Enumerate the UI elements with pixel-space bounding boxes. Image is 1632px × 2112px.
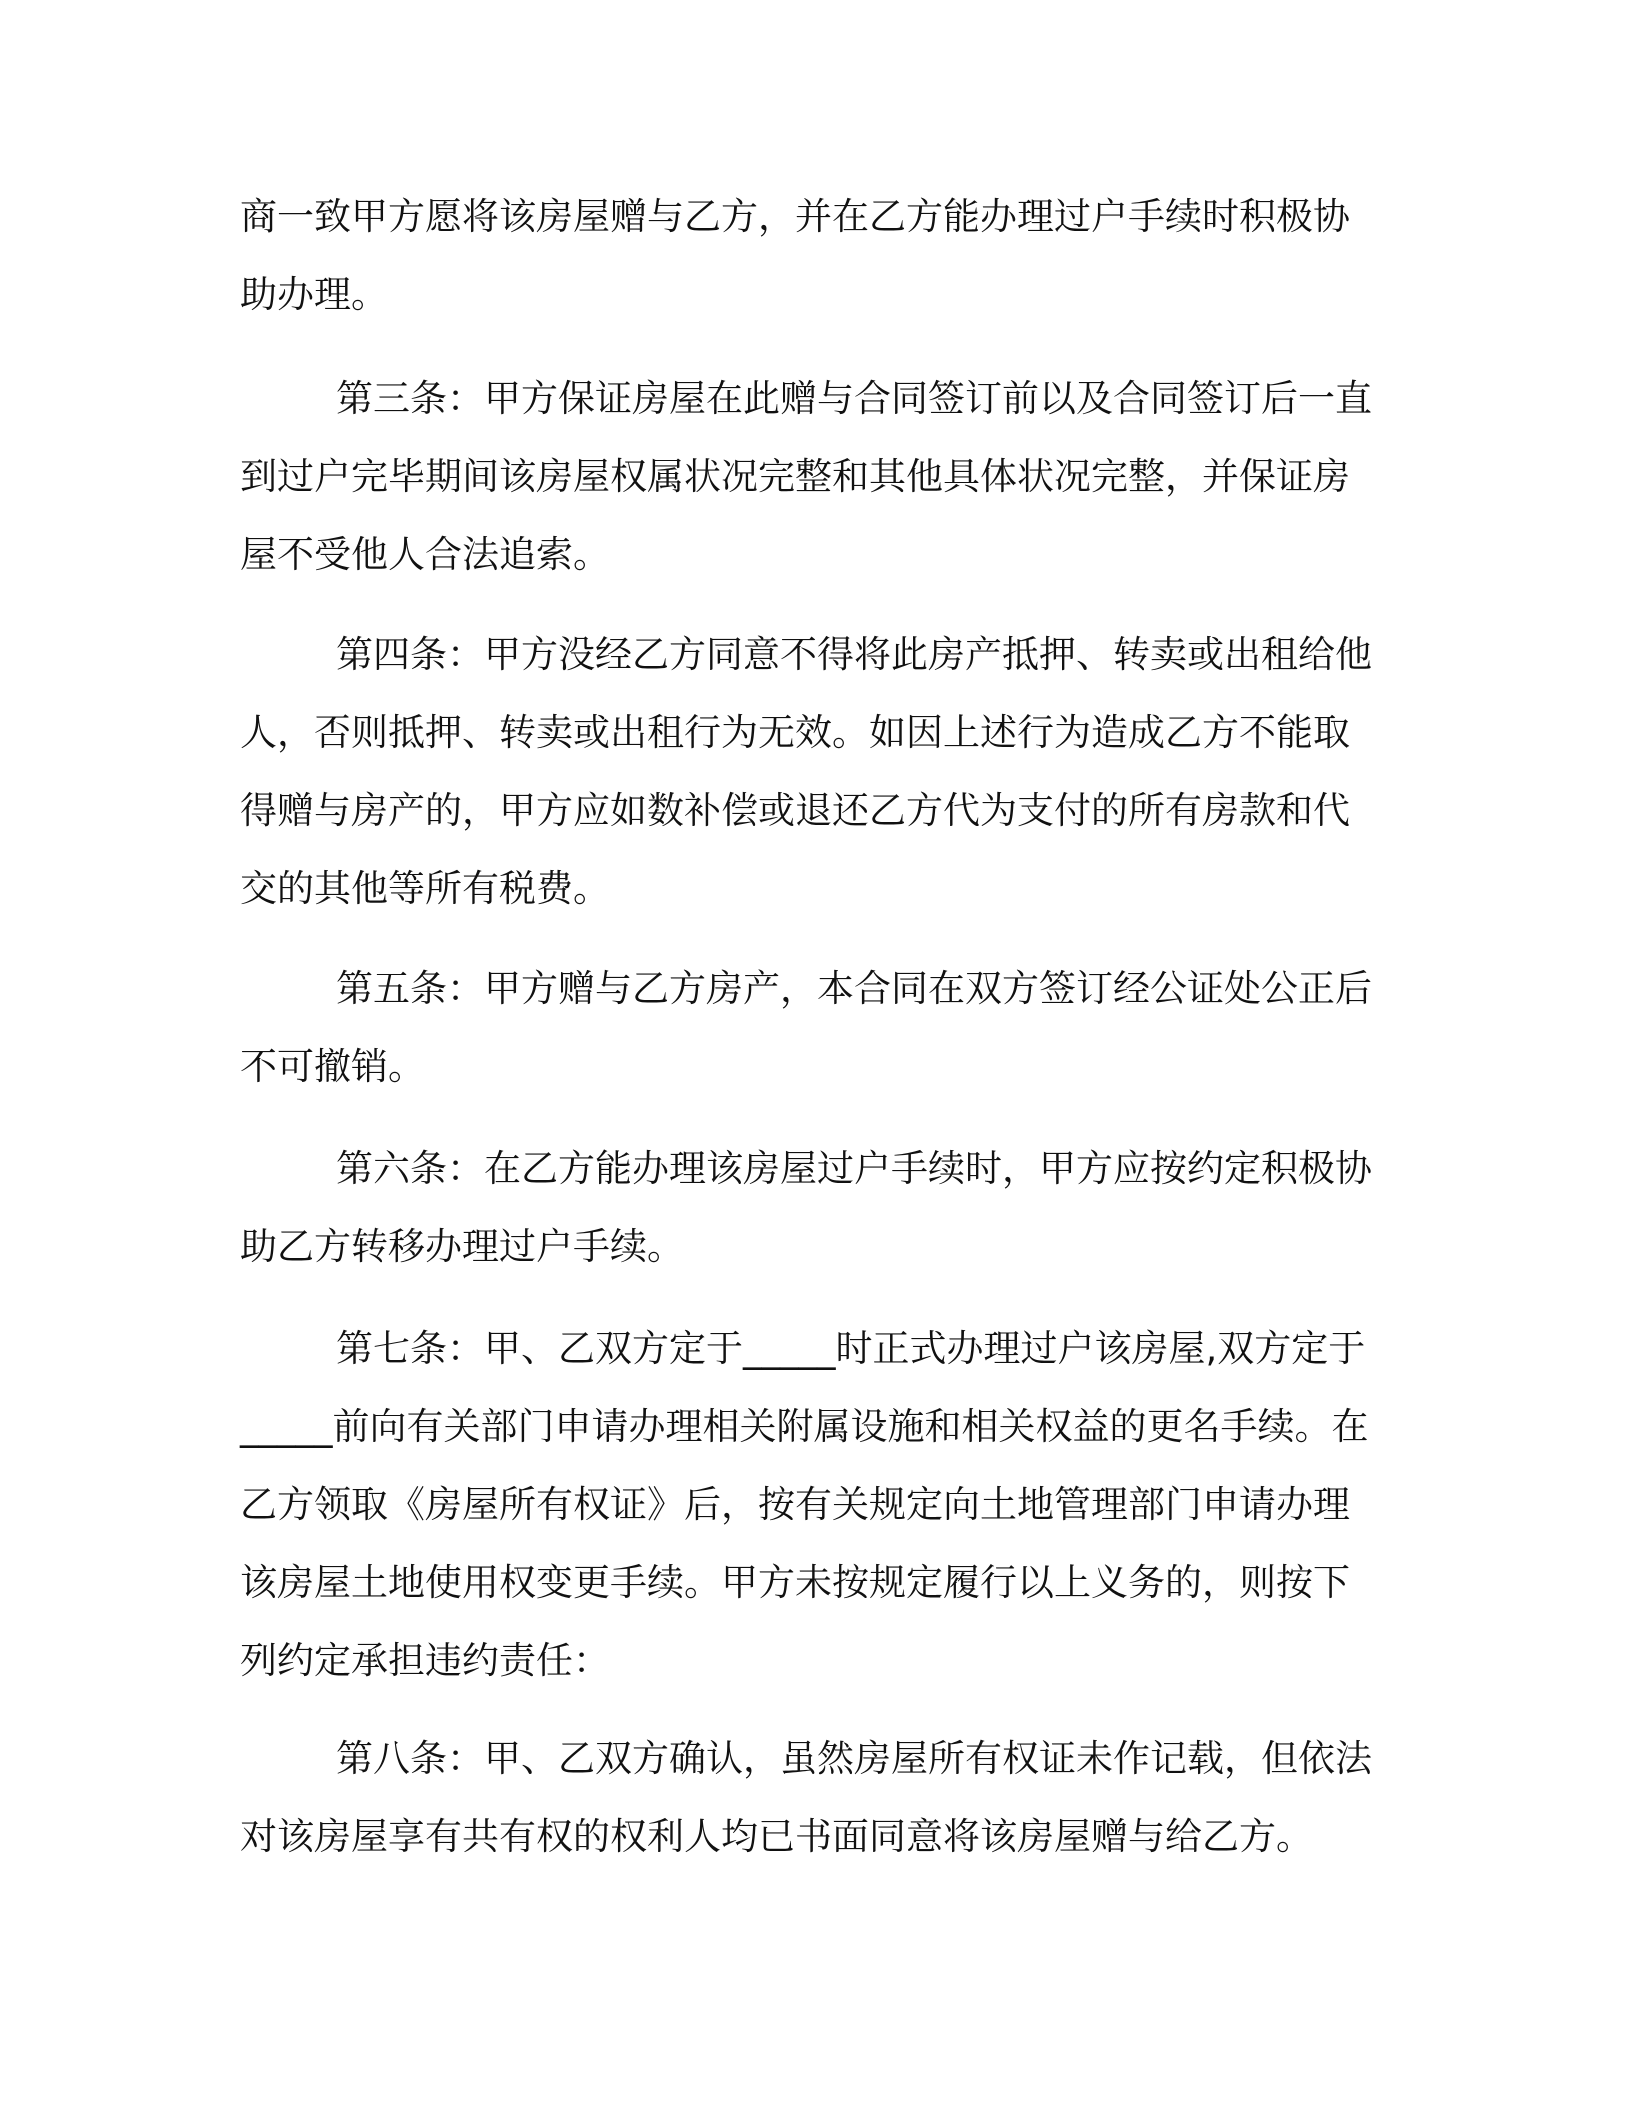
paragraph-article-7: 第七条：甲、乙双方定于_____时正式办理过户该房屋,双方定于 _____前向有关部门申请办理相关附属设施和相关权益的更名手续。在 乙方领取《房屋所有权证》后，按有关规定向土地管理部门申请办理 该房屋土地使用权变更手续。甲方未按规定履行以上义务的，则按下 列约定承担违约责任： [240, 1327, 1369, 1682]
paragraph-article-5: 第五条：甲方赠与乙方房产，本合同在双方签订经公证处公正后 不可撤销。 [240, 967, 1372, 1088]
paragraph-article-4: 第四条：甲方没经乙方同意不得将此房产抵押、转卖或出租给他 人，否则抵押、转卖或出租行为无效。如因上述行为造成乙方不能取 得赠与房产的，甲方应如数补偿或退还乙方代为支付的所有房款和代 交的其他等所有税费。 [240, 633, 1372, 910]
paragraph-article-8: 第八条：甲、乙双方确认，虽然房屋所有权证未作记载，但依法 对该房屋享有共有权的权利人均已书面同意将该房屋赠与给乙方。 [240, 1737, 1372, 1858]
paragraph-continuation: 商一致甲方愿将该房屋赠与乙方，并在乙方能办理过户手续时积极协 助办理。 [240, 195, 1350, 316]
paragraph-article-6: 第六条：在乙方能办理该房屋过户手续时，甲方应按约定积极协 助乙方转移办理过户手续。 [240, 1147, 1372, 1268]
paragraph-article-3: 第三条：甲方保证房屋在此赠与合同签订前以及合同签订后一直 到过户完毕期间该房屋权属状况完整和其他具体状况完整，并保证房 屋不受他人合法追索。 [240, 377, 1372, 576]
